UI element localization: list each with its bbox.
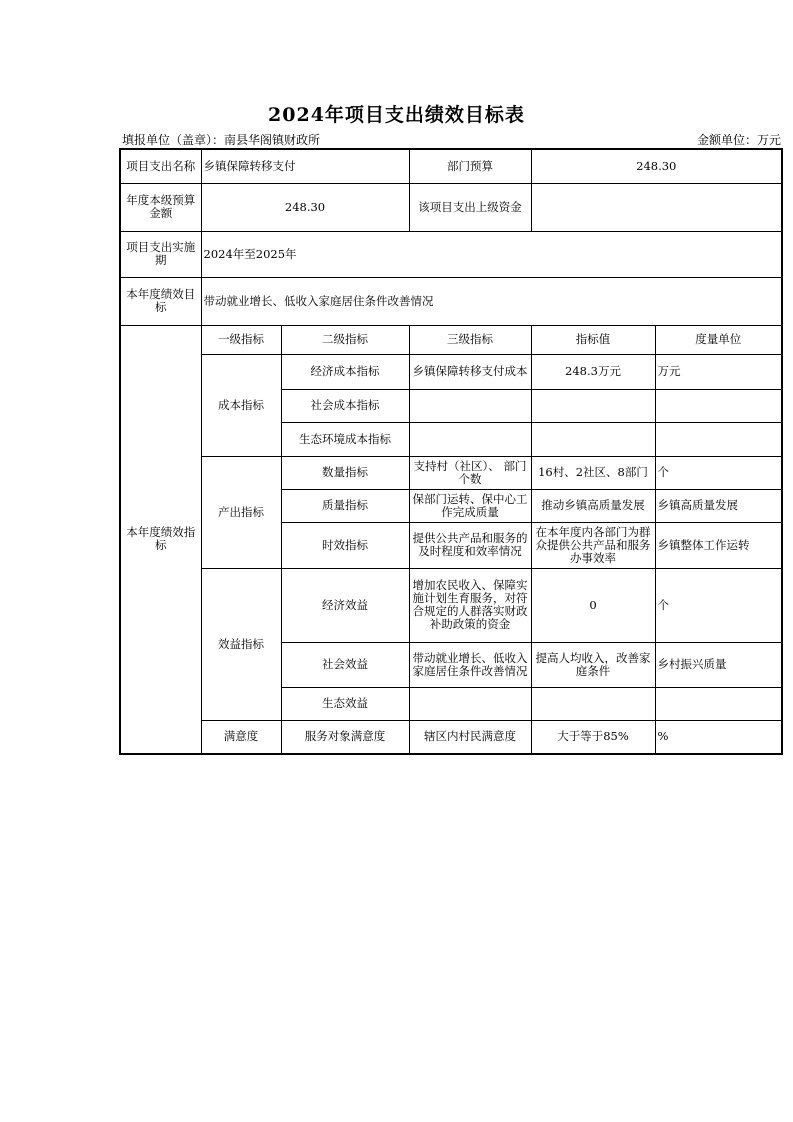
unit-cell xyxy=(655,687,782,720)
table-row xyxy=(120,720,782,754)
row-annual-goal xyxy=(120,277,782,325)
dept-budget-label: 部门预算 xyxy=(409,149,531,183)
level2-cell: 数量指标 xyxy=(281,456,409,489)
level2-cell: 服务对象满意度 xyxy=(281,720,409,754)
level2-cell: 生态环境成本指标 xyxy=(281,422,409,456)
level3-cell xyxy=(409,422,531,456)
value-cell: 提高人均收入，改善家庭条件 xyxy=(531,642,655,687)
level3-cell: 支持村（社区）、 部门个数 xyxy=(409,456,531,489)
unit-cell: % xyxy=(655,720,782,754)
unit-cell: 个 xyxy=(655,456,782,489)
dept-budget-value: 248.30 xyxy=(531,149,782,183)
level1-satisfaction: 满意度 xyxy=(201,720,281,754)
level3-cell: 提供公共产品和服务的及时程度和效率情况 xyxy=(409,522,531,568)
value-cell xyxy=(531,422,655,456)
value-cell: 在本年度内各部门为群众提供公共产品和服务办事效率 xyxy=(531,522,655,568)
header-unit: 度量单位 xyxy=(655,325,782,354)
unit-cell: 乡村振兴质量 xyxy=(655,642,782,687)
period-label: 项目支出实施期 xyxy=(120,231,201,277)
level2-cell: 社会效益 xyxy=(281,642,409,687)
row-period xyxy=(120,231,782,277)
level1-benefit: 效益指标 xyxy=(201,568,281,720)
level3-cell: 带动就业增长、低收入家庭居住条件改善情况 xyxy=(409,642,531,687)
level3-cell xyxy=(409,389,531,422)
header-level3: 三级指标 xyxy=(409,325,531,354)
indicators-section-label: 本年度绩效指标 xyxy=(120,325,201,754)
unit-cell: 乡镇整体工作运转 xyxy=(655,522,782,568)
level3-cell: 增加农民收入、保障实施计划生育服务，对符合规定的人群落实财政补助政策的资金 xyxy=(409,568,531,642)
unit-cell: 乡镇高质量发展 xyxy=(655,489,782,522)
level2-cell: 经济效益 xyxy=(281,568,409,642)
table-row xyxy=(120,456,782,489)
level2-cell: 时效指标 xyxy=(281,522,409,568)
level3-cell: 保部门运转、保中心工作完成质量 xyxy=(409,489,531,522)
annual-budget-value: 248.30 xyxy=(201,183,409,231)
performance-table xyxy=(119,148,783,755)
unit-cell: 个 xyxy=(655,568,782,642)
row-project-name xyxy=(120,149,782,183)
value-cell: 大于等于85% xyxy=(531,720,655,754)
level3-cell xyxy=(409,687,531,720)
row-annual-budget xyxy=(120,183,782,231)
upper-funds-value xyxy=(531,183,782,231)
reporting-unit: 填报单位（盖章）：南县华阁镇财政所 xyxy=(122,133,321,147)
level3-cell: 乡镇保障转移支付成本 xyxy=(409,354,531,389)
annual-goal-label: 本年度绩效目标 xyxy=(120,277,201,325)
value-cell xyxy=(531,389,655,422)
value-cell: 248.3万元 xyxy=(531,354,655,389)
amount-unit: 金额单位：万元 xyxy=(696,133,781,147)
header-level1: 一级指标 xyxy=(201,325,281,354)
value-cell: 16村、2社区、8部门 xyxy=(531,456,655,489)
table-row xyxy=(120,354,782,389)
level1-output: 产出指标 xyxy=(201,456,281,568)
period-value: 2024年至2025年 xyxy=(201,231,782,277)
value-cell: 推动乡镇高质量发展 xyxy=(531,489,655,522)
unit-cell xyxy=(655,422,782,456)
value-cell xyxy=(531,687,655,720)
upper-funds-label: 该项目支出上级资金 xyxy=(409,183,531,231)
level2-cell: 社会成本指标 xyxy=(281,389,409,422)
header-value: 指标值 xyxy=(531,325,655,354)
indicator-header-row xyxy=(120,325,782,354)
value-cell: 0 xyxy=(531,568,655,642)
page-title: 2024年项目支出绩效目标表 xyxy=(268,104,525,126)
project-name-label: 项目支出名称 xyxy=(120,149,201,183)
annual-budget-label: 年度本级预算金额 xyxy=(120,183,201,231)
unit-cell: 万元 xyxy=(655,354,782,389)
table-row xyxy=(120,568,782,642)
level2-cell: 生态效益 xyxy=(281,687,409,720)
project-name-value: 乡镇保障转移支付 xyxy=(201,149,409,183)
level2-cell: 经济成本指标 xyxy=(281,354,409,389)
unit-cell xyxy=(655,389,782,422)
level2-cell: 质量指标 xyxy=(281,489,409,522)
header-level2: 二级指标 xyxy=(281,325,409,354)
level3-cell: 辖区内村民满意度 xyxy=(409,720,531,754)
annual-goal-value: 带动就业增长、低收入家庭居住条件改善情况 xyxy=(201,277,782,325)
level1-cost: 成本指标 xyxy=(201,354,281,456)
